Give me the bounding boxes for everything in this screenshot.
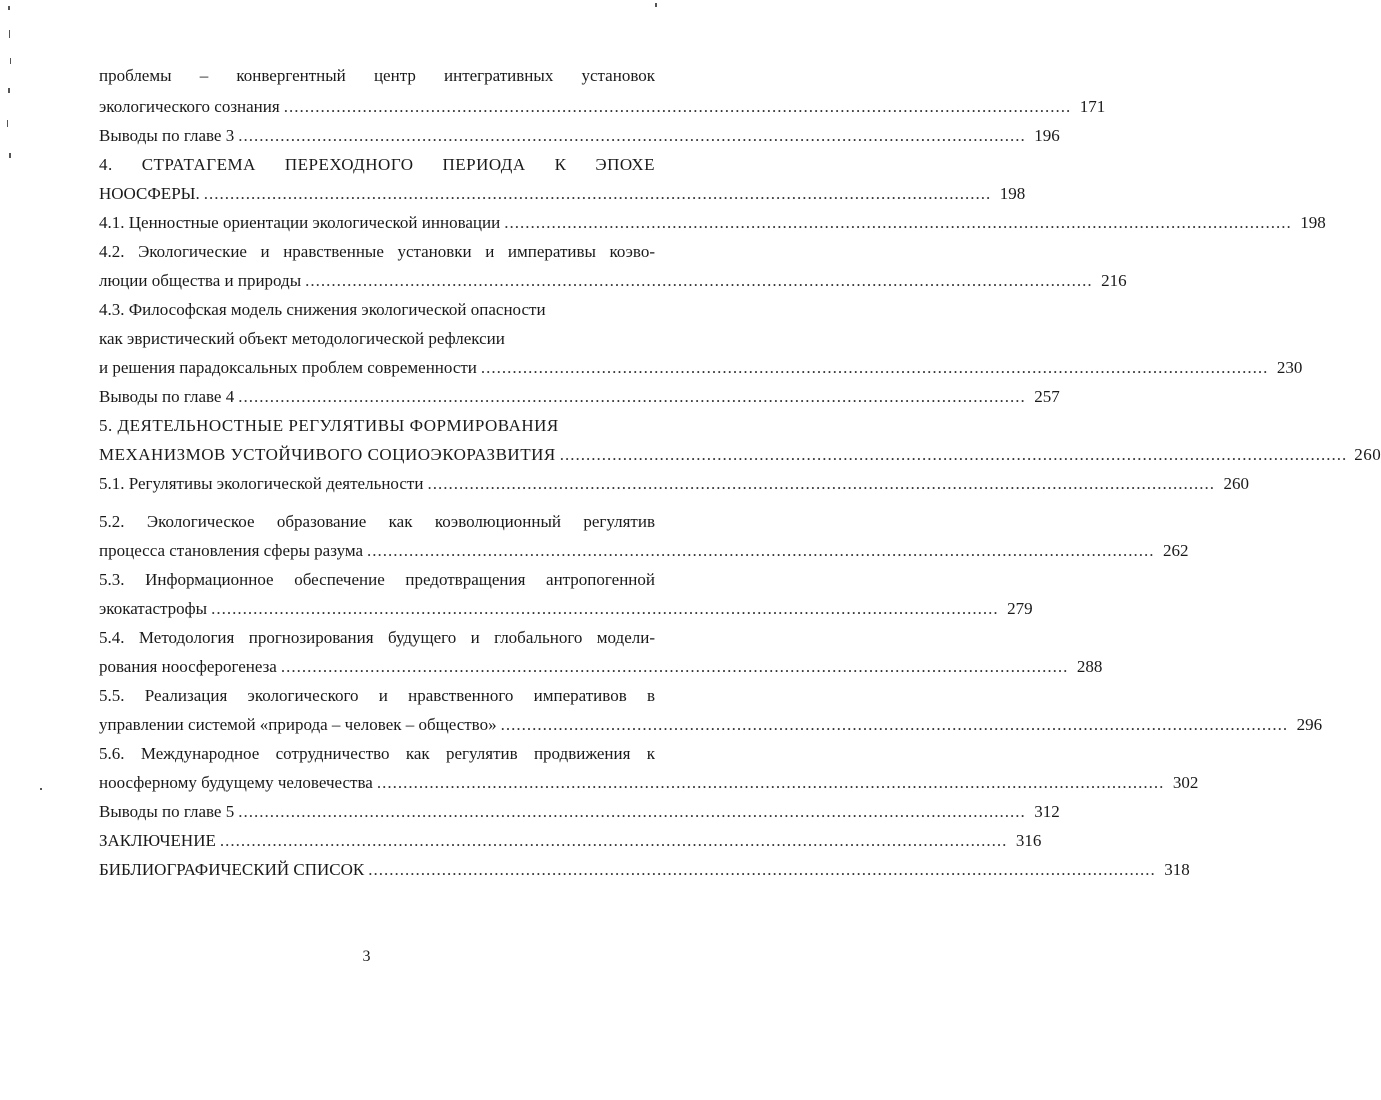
- toc-line[interactable]: [99, 628, 655, 648]
- toc-page-number: 302: [1172, 773, 1199, 792]
- toc-line-text: 4. СТРАТАГЕМА ПЕРЕХОДНОГО ПЕРИОДА К ЭПОХЕ: [99, 155, 655, 174]
- scan-speck: [40, 788, 42, 790]
- toc-line[interactable]: [99, 300, 655, 320]
- toc-line[interactable]: [99, 387, 1060, 407]
- toc-line-text: 5.1. Регулятивы экологической деятельности: [99, 474, 424, 493]
- page-number: 3: [362, 948, 371, 965]
- toc-line[interactable]: [99, 474, 1249, 494]
- toc-line[interactable]: [99, 599, 1033, 619]
- toc-line[interactable]: [99, 802, 1060, 822]
- toc-line-text: 5. ДЕЯТЕЛЬНОСТНЫЕ РЕГУЛЯТИВЫ ФОРМИРОВАНИЯ: [99, 416, 559, 435]
- toc-line[interactable]: [99, 155, 655, 175]
- toc-page-number: 316: [1015, 831, 1042, 850]
- toc-line[interactable]: [99, 242, 655, 262]
- leader-dots: ......................................................................................................................................................: [480, 358, 1269, 377]
- scan-speck: [9, 153, 11, 158]
- toc-line[interactable]: [99, 358, 1303, 378]
- toc-line[interactable]: [99, 184, 1026, 204]
- toc-line-text: 4.1. Ценностные ориентации экологической инновации: [99, 213, 501, 232]
- toc-line-text: 4.2. Экологические и нравственные установки и императивы коэво-: [99, 242, 655, 261]
- leader-dots: ......................................................................................................................................................: [238, 126, 1026, 145]
- toc-line-text: НООСФЕРЫ.: [99, 184, 200, 203]
- toc-page-number: 318: [1164, 860, 1190, 879]
- toc-line-text: экологического сознания: [99, 97, 280, 116]
- toc-line-text: как эвристический объект методологической рефлексии: [99, 329, 505, 348]
- scan-speck: [10, 58, 11, 64]
- toc-page-number: 288: [1076, 657, 1103, 676]
- leader-dots: ......................................................................................................................................................: [238, 802, 1026, 821]
- leader-dots: ......................................................................................................................................................: [504, 213, 1292, 232]
- toc-line-text: экокатастрофы: [99, 599, 208, 618]
- toc-line-text: 5.4. Методология прогнозирования будущего и глобального модели-: [99, 628, 655, 647]
- scan-speck: [655, 3, 657, 7]
- toc-line-text: Выводы по главе 4: [99, 387, 235, 406]
- toc-line-text: ЗАКЛЮЧЕНИЕ: [99, 831, 216, 850]
- toc-line[interactable]: [99, 686, 655, 706]
- leader-dots: ......................................................................................................................................................: [500, 715, 1289, 734]
- toc-line[interactable]: [99, 773, 1199, 793]
- toc-page-number: 260: [1223, 474, 1249, 493]
- toc-line[interactable]: [99, 860, 1190, 880]
- toc-line[interactable]: [99, 744, 655, 764]
- leader-dots: ......................................................................................................................................................: [368, 860, 1156, 879]
- toc-page-number: 216: [1101, 271, 1127, 290]
- toc-line[interactable]: [99, 570, 655, 590]
- toc-line[interactable]: [99, 126, 1060, 146]
- toc-line-text: 4.3. Философская модель снижения экологической опасности: [99, 300, 546, 319]
- toc-line-text: 5.6. Международное сотрудничество как регулятив продвижения к: [99, 744, 655, 763]
- leader-dots: ......................................................................................................................................................: [305, 271, 1093, 290]
- scan-speck: [8, 6, 10, 10]
- leader-dots: ......................................................................................................................................................: [211, 599, 999, 618]
- toc-page-number: 260: [1354, 445, 1381, 464]
- leader-dots: ......................................................................................................................................................: [238, 387, 1026, 406]
- scan-speck: [7, 120, 8, 127]
- leader-dots: ......................................................................................................................................................: [203, 184, 992, 203]
- toc-page-number: 257: [1034, 387, 1060, 406]
- toc-line[interactable]: [99, 445, 1381, 465]
- toc-line[interactable]: [99, 97, 1106, 117]
- toc-line[interactable]: [99, 271, 1127, 291]
- toc-line[interactable]: [99, 512, 655, 532]
- toc-line[interactable]: [99, 657, 1103, 677]
- toc-line-text: 5.2. Экологическое образование как коэволюционный регулятив: [99, 512, 655, 531]
- toc-line[interactable]: [99, 213, 1326, 233]
- scan-speck: [9, 30, 10, 38]
- toc-line-text: рования ноосферогенеза: [99, 657, 277, 676]
- leader-dots: ......................................................................................................................................................: [376, 773, 1165, 792]
- toc-line[interactable]: [99, 66, 655, 86]
- toc-line-text: управлении системой «природа – человек – общество»: [99, 715, 497, 734]
- toc-page-number: 262: [1163, 541, 1189, 560]
- toc-page-number: 196: [1034, 126, 1060, 145]
- leader-dots: ......................................................................................................................................................: [427, 474, 1215, 493]
- toc-line[interactable]: [99, 715, 1323, 735]
- toc-line[interactable]: [99, 831, 1042, 851]
- toc-line-text: МЕХАНИЗМОВ УСТОЙЧИВОГО СОЦИОЭКОРАЗВИТИЯ: [99, 445, 556, 464]
- toc-line-text: Выводы по главе 3: [99, 126, 235, 145]
- leader-dots: ......................................................................................................................................................: [280, 657, 1069, 676]
- toc-line[interactable]: [99, 329, 655, 349]
- toc-line-text: и решения парадоксальных проблем современности: [99, 358, 477, 377]
- toc-line-text: проблемы – конвергентный центр интегративных установок: [99, 66, 655, 85]
- leader-dots: ......................................................................................................................................................: [367, 541, 1155, 560]
- toc-page-number: 198: [999, 184, 1026, 203]
- toc-line-text: процесса становления сферы разума: [99, 541, 364, 560]
- toc-page-number: 198: [1300, 213, 1326, 232]
- toc-page-number: 296: [1296, 715, 1323, 734]
- toc-line-text: Выводы по главе 5: [99, 802, 235, 821]
- toc-line-text: БИБЛИОГРАФИЧЕСКИЙ СПИСОК: [99, 860, 365, 879]
- toc-page-number: 312: [1034, 802, 1060, 821]
- leader-dots: ......................................................................................................................................................: [559, 445, 1348, 464]
- toc-page-number: 279: [1007, 599, 1033, 618]
- scan-speck: [8, 88, 10, 93]
- toc-line-text: 5.5. Реализация экологического и нравственного императивов в: [99, 686, 655, 705]
- toc-line[interactable]: [99, 416, 655, 436]
- toc-page-number: 230: [1276, 358, 1303, 377]
- leader-dots: ......................................................................................................................................................: [283, 97, 1072, 116]
- toc-page-number: 171: [1079, 97, 1106, 116]
- toc-line[interactable]: [99, 541, 1189, 561]
- toc-line-text: 5.3. Информационное обеспечение предотвращения антропогенной: [99, 570, 655, 589]
- toc-line-text: ноосферному будущему человечества: [99, 773, 373, 792]
- toc-line-text: люции общества и природы: [99, 271, 302, 290]
- leader-dots: ......................................................................................................................................................: [219, 831, 1008, 850]
